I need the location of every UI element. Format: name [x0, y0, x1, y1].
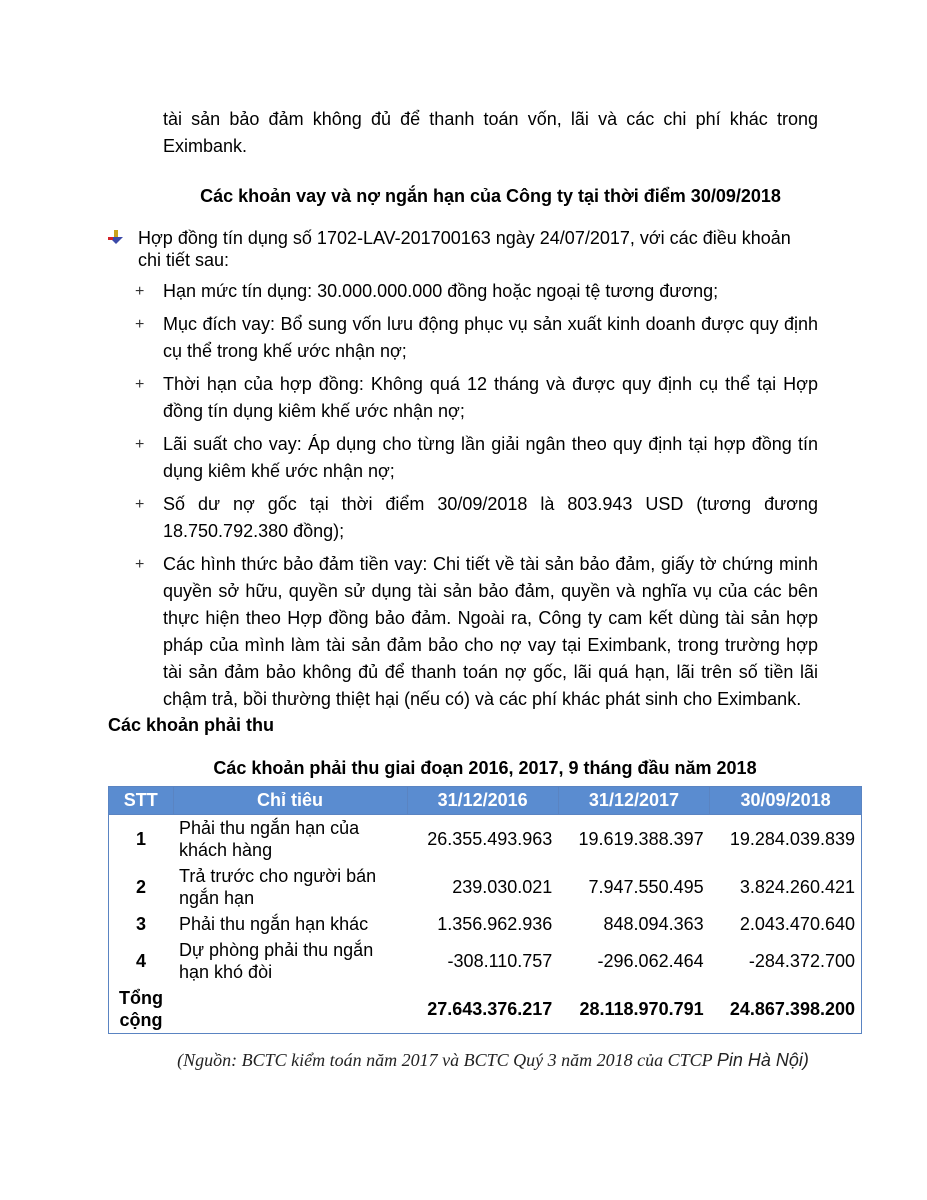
- list-item: + Số dư nợ gốc tại thời điểm 30/09/2018 là 803.943 USD (tương đương 18.750.792.380 đồng);: [135, 491, 818, 545]
- value-2018: -284.372.700: [748, 951, 855, 971]
- table-total-row: [109, 985, 862, 1034]
- row-number: 2: [135, 877, 146, 897]
- row-label: Phải thu ngắn hạn khác: [179, 914, 369, 934]
- value-2016: -308.110.757: [447, 951, 553, 971]
- column-header: STT: [109, 787, 174, 815]
- value-2017: 19.619.388.397: [578, 829, 704, 849]
- contract-text: Hợp đồng tín dụng số 1702-LAV-201700163 ngày 24/07/2017, với các điều khoản chi tiết sau:: [138, 228, 791, 270]
- plus-bullet-icon: +: [135, 316, 145, 333]
- intro-paragraph: tài sản bảo đảm không đủ để thanh toán vốn, lãi và các chi phí khác trong Eximbank.: [163, 109, 818, 156]
- column-header: 30/09/2018: [710, 787, 862, 815]
- source-italic: (Nguồn: BCTC kiểm toán năm 2017 và BCTC Quý 3 năm 2018 của CTCP: [177, 1050, 717, 1070]
- list-item: + Thời hạn của hợp đồng: Không quá 12 tháng và được quy định cụ thể tại Hợp đồng tín dụng kiêm khế ước nhận nợ;: [135, 371, 818, 425]
- total-2016: 27.643.376.217: [427, 999, 553, 1019]
- row-label: Dự phòng phải thu ngắn hạn khó đòi: [179, 940, 374, 982]
- total-2018: 24.867.398.200: [729, 999, 855, 1019]
- contract-terms-list: [135, 278, 818, 714]
- table-header-row: [109, 787, 862, 815]
- list-item: + Hạn mức tín dụng: 30.000.000.000 đồng hoặc ngoại tệ tương đương;: [135, 278, 818, 305]
- receivables-heading: Các khoản phải thu: [108, 715, 275, 735]
- table-title: Các khoản phải thu giai đoạn 2016, 2017, 9 tháng đầu năm 2018: [213, 758, 757, 778]
- plus-bullet-icon: +: [135, 496, 145, 513]
- table-row: [109, 937, 862, 985]
- arrow-bullet-icon: [108, 230, 124, 246]
- value-2017: -296.062.464: [597, 951, 704, 971]
- total-label: Tổng cộng: [119, 988, 163, 1030]
- row-number: 3: [135, 914, 146, 934]
- plus-bullet-icon: +: [135, 283, 145, 300]
- value-2017: 848.094.363: [603, 914, 704, 934]
- row-number: 1: [135, 829, 146, 849]
- list-item: + Lãi suất cho vay: Áp dụng cho từng lần giải ngân theo quy định tại hợp đồng tín dụng kiêm khế ước nhận nợ;: [135, 431, 818, 485]
- plus-bullet-icon: +: [135, 436, 145, 453]
- plus-bullet-icon: +: [135, 556, 145, 573]
- list-item: + Các hình thức bảo đảm tiền vay: Chi tiết về tài sản bảo đảm, giấy tờ chứng minh quyền sở hữu, quyền sử dụng tài sản bảo đảm, quyền và nghĩa vụ của các bên thực hiện theo Hợp đồng bảo đảm. Ngoài ra, Công ty cam kết dùng tài sản hợp pháp của mình làm tài sản đảm bảo cho nợ vay tại Eximbank, trong trường hợp tài sản đảm bảo không đủ để thanh toán nợ gốc, lãi quá hạn, lãi trên số tiền lãi chậm trả, bồi thường thiệt hại (nếu có) và các phí khác phát sinh cho Eximbank.: [135, 551, 818, 713]
- row-label: Trả trước cho người bán ngắn hạn: [179, 866, 377, 908]
- column-header: 31/12/2016: [407, 787, 558, 815]
- contract-bullet: [108, 227, 808, 271]
- list-item: + Mục đích vay: Bổ sung vốn lưu động phục vụ sản xuất kinh doanh được quy định cụ thể trong khế ước nhận nợ;: [135, 311, 818, 365]
- value-2018: 19.284.039.839: [729, 829, 855, 849]
- total-2017: 28.118.970.791: [579, 999, 704, 1019]
- source-company: Pin Hà Nội): [716, 1050, 809, 1070]
- value-2017: 7.947.550.495: [588, 877, 704, 897]
- column-header: 31/12/2017: [558, 787, 709, 815]
- row-label: Phải thu ngắn hạn của khách hàng: [179, 818, 360, 860]
- row-label: [173, 985, 407, 1034]
- section-title: Các khoản vay và nợ ngắn hạn của Công ty tại thời điểm 30/09/2018: [200, 186, 781, 206]
- plus-bullet-icon: +: [135, 376, 145, 393]
- row-number: 4: [135, 951, 146, 971]
- value-2016: 239.030.021: [452, 877, 553, 897]
- receivables-table: [108, 786, 862, 1034]
- column-header: Chỉ tiêu: [173, 787, 407, 815]
- table-row: [109, 815, 862, 864]
- value-2018: 3.824.260.421: [739, 877, 855, 897]
- value-2016: 26.355.493.963: [427, 829, 553, 849]
- value-2016: 1.356.962.936: [437, 914, 553, 934]
- value-2018: 2.043.470.640: [739, 914, 855, 934]
- source-note: [163, 1050, 823, 1071]
- table-row: [109, 911, 862, 937]
- table-row: [109, 863, 862, 911]
